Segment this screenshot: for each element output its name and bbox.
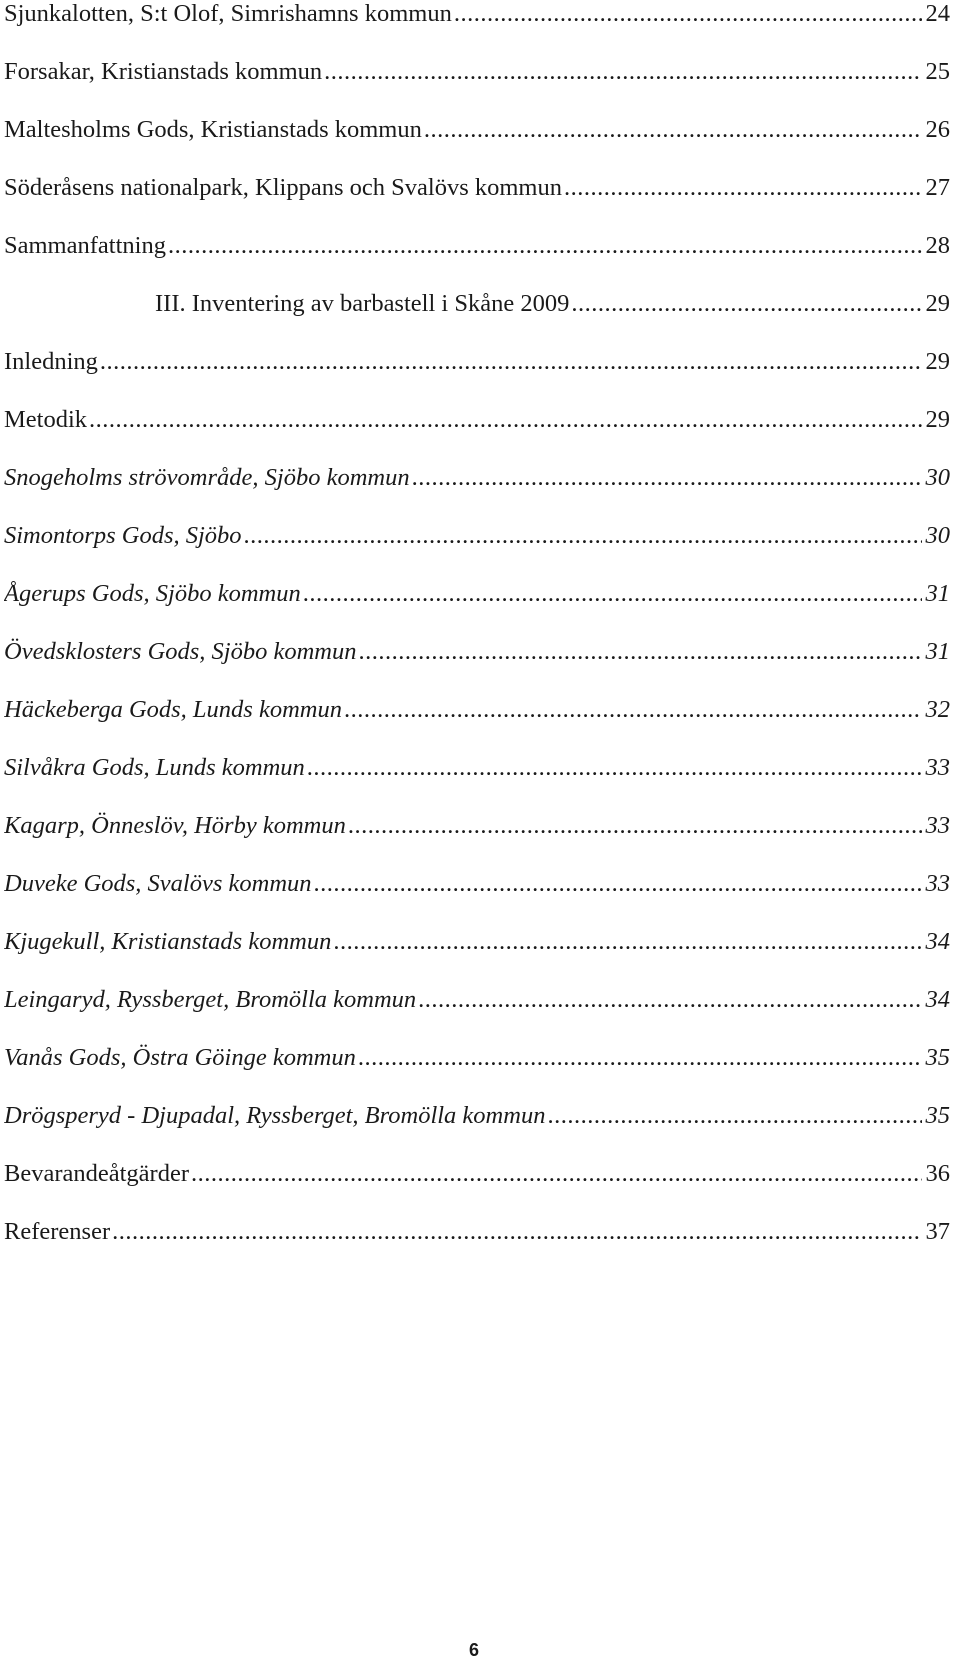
toc-entry-label: Metodik <box>4 406 88 433</box>
toc-entry-page: 32 <box>925 696 950 723</box>
toc-entry[interactable] <box>4 1096 950 1136</box>
toc-entry[interactable] <box>4 1154 950 1194</box>
toc-entry[interactable] <box>4 690 950 730</box>
toc-entry[interactable] <box>4 864 950 904</box>
toc-entry-page: 24 <box>925 0 950 27</box>
toc-leader-dots <box>324 52 922 92</box>
toc-entry-page: 29 <box>925 290 950 317</box>
toc-entry-label: Maltesholms Gods, Kristianstads kommun <box>4 116 422 143</box>
toc-leader-dots <box>418 980 922 1020</box>
toc-entry-page: 35 <box>925 1044 950 1071</box>
toc-entry[interactable] <box>4 52 950 92</box>
toc-entry-page: 30 <box>925 464 950 491</box>
toc-entry-label: Ågerups Gods, Sjöbo kommun <box>4 580 301 607</box>
toc-leader-dots <box>244 516 922 556</box>
toc-entry-label: Övedsklosters Gods, Sjöbo kommun <box>4 638 357 665</box>
toc-entry[interactable] <box>4 458 950 498</box>
toc-chapter-heading[interactable] <box>155 284 950 324</box>
toc-leader-dots <box>454 0 922 34</box>
toc-leader-dots <box>307 748 922 788</box>
toc-entry[interactable] <box>4 168 950 208</box>
toc-leader-dots <box>358 1038 922 1078</box>
toc-leader-dots <box>303 574 922 614</box>
toc-entry-label: Kjugekull, Kristianstads kommun <box>4 928 332 955</box>
toc-entry[interactable] <box>4 632 950 672</box>
toc-entry-label: Forsakar, Kristianstads kommun <box>4 58 323 85</box>
toc-entry-label: Sjunkalotten, S:t Olof, Simrishamns kommun <box>4 0 452 27</box>
toc-entry-page: 29 <box>925 348 950 375</box>
toc-entry-page: 31 <box>925 638 950 665</box>
toc-entry[interactable] <box>4 1038 950 1078</box>
toc-leader-dots <box>100 342 922 382</box>
toc-entry-page: 25 <box>925 58 950 85</box>
toc-entry-label: Häckeberga Gods, Lunds kommun <box>4 696 342 723</box>
toc-entry-label: III. Inventering av barbastell i Skåne 2009 <box>155 290 570 317</box>
toc-leader-dots <box>333 922 922 962</box>
toc-entry-label: Snogeholms strövområde, Sjöbo kommun <box>4 464 410 491</box>
toc-leader-dots <box>564 168 922 208</box>
toc-entry[interactable] <box>4 0 950 34</box>
toc-leader-dots <box>412 458 922 498</box>
toc-entry-page: 31 <box>925 580 950 607</box>
toc-leader-dots <box>89 400 922 440</box>
toc-entry-page: 30 <box>925 522 950 549</box>
toc-entry[interactable] <box>4 516 950 556</box>
toc-leader-dots <box>344 690 922 730</box>
toc-leader-dots <box>359 632 923 672</box>
toc-entry-label: Bevarandeåtgärder <box>4 1160 189 1187</box>
toc-entry[interactable] <box>4 110 950 150</box>
toc-entry-page: 34 <box>925 928 950 955</box>
toc-entry-page: 27 <box>925 174 950 201</box>
toc-entry-label: Vanås Gods, Östra Göinge kommun <box>4 1044 356 1071</box>
toc-entry-page: 29 <box>925 406 950 433</box>
toc-entry-page: 36 <box>925 1160 950 1187</box>
toc-entry[interactable] <box>4 400 950 440</box>
toc-entry-label: Referenser <box>4 1218 111 1245</box>
toc-entry-page: 28 <box>925 232 950 259</box>
toc-entry-page: 33 <box>925 754 950 781</box>
toc-entry-page: 34 <box>925 986 950 1013</box>
toc-entry-label: Sammanfattning <box>4 232 166 259</box>
toc-leader-dots <box>168 226 922 266</box>
toc-entry-label: Simontorps Gods, Sjöbo <box>4 522 242 549</box>
toc-leader-dots <box>314 864 922 904</box>
toc-entry-label: Söderåsens nationalpark, Klippans och Svalövs kommun <box>4 174 562 201</box>
toc-entry[interactable] <box>4 574 950 614</box>
toc-entry[interactable] <box>4 1212 950 1252</box>
toc-entry[interactable] <box>4 748 950 788</box>
toc-entry-page: 33 <box>925 812 950 839</box>
toc-entry[interactable] <box>4 922 950 962</box>
toc-entry-label: Silvåkra Gods, Lunds kommun <box>4 754 305 781</box>
toc-entry[interactable] <box>4 806 950 846</box>
toc-entry-page: 33 <box>925 870 950 897</box>
toc-leader-dots <box>571 284 922 324</box>
toc-entry-label: Leingaryd, Ryssberget, Bromölla kommun <box>4 986 417 1013</box>
toc-leader-dots <box>424 110 922 150</box>
toc-entry-page: 37 <box>925 1218 950 1245</box>
toc-entry[interactable] <box>4 342 950 382</box>
toc-entry-label: Inledning <box>4 348 98 375</box>
toc-leader-dots <box>112 1212 922 1252</box>
toc-entry-label: Kagarp, Önneslöv, Hörby kommun <box>4 812 346 839</box>
toc-entry-label: Drögsperyd - Djupadal, Ryssberget, Bromölla kommun <box>4 1102 546 1129</box>
toc-entry[interactable] <box>4 226 950 266</box>
toc-leader-dots <box>547 1096 922 1136</box>
toc-leader-dots <box>191 1154 922 1194</box>
toc-entry[interactable] <box>4 980 950 1020</box>
page-number: 6 <box>468 1640 479 1660</box>
toc-leader-dots <box>348 806 922 846</box>
toc-entry-page: 26 <box>925 116 950 143</box>
toc-entry-page: 35 <box>925 1102 950 1129</box>
toc-entry-label: Duveke Gods, Svalövs kommun <box>4 870 312 897</box>
